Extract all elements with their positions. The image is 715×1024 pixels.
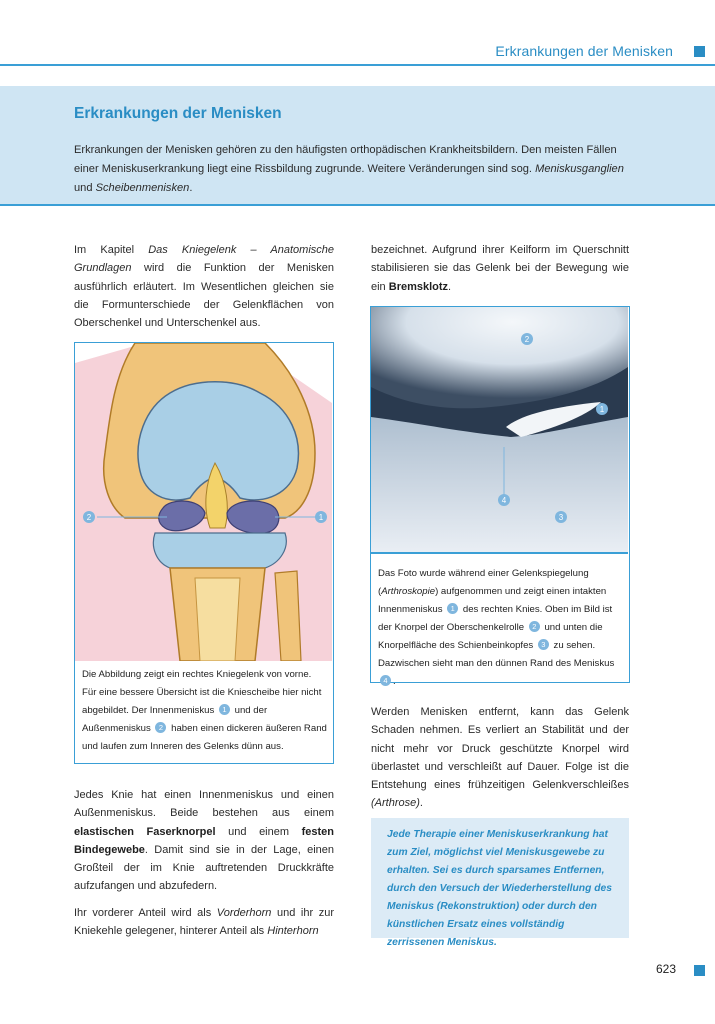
term-vorderhorn: Vorderhorn [216, 907, 272, 919]
term-arthrose: (Arthrose) [371, 797, 420, 810]
running-header-title: Erkrankungen der Menisken [495, 43, 673, 59]
text: und einem [215, 825, 302, 838]
page-number: 623 [655, 962, 676, 976]
caption-text: Das Foto wurde während einer Gelenkspiegelung ( [378, 568, 589, 597]
caption-text: haben einen dickeren äußeren Rand und laufen zum Inneren des Gelenks dünn aus. [82, 723, 327, 752]
header-square-marker [694, 46, 705, 57]
intro-text-3: . [189, 182, 193, 194]
left-paragraph-3 [74, 904, 334, 941]
arthroscopy-figure-caption [378, 565, 624, 691]
right-paragraph-2 [371, 703, 629, 813]
marker-label-1: 1 [599, 405, 605, 414]
figure-divider [371, 552, 628, 554]
term-arthroskopie: Arthroskopie [381, 586, 436, 597]
text: . [448, 280, 452, 293]
marker-label-1: 1 [318, 513, 324, 522]
marker-label-3: 3 [558, 513, 564, 522]
caption-text: ) aufgenommen und zeigt einen intakten Innenmeniskus [378, 586, 607, 615]
section-title: Erkrankungen der Menisken [74, 105, 282, 122]
intro-paragraph [74, 141, 634, 198]
caption-text: des rechten Knies. Oben im Bild ist der Knorpel der Oberschenkelrolle [378, 604, 613, 633]
intro-term-scheibenmenisken: Scheibenmenisken [95, 182, 190, 194]
text: Jedes Knie hat einen Innenmeniskus und einen Außenmeniskus. Beide bestehen aus einem [74, 789, 334, 820]
text: und ihr zur Kniekehle gelegener, hinterer Anteil als [74, 907, 334, 938]
arthroscopy-photo [371, 307, 628, 552]
text: Werden Menisken entfernt, kann das Gelenk Schaden nehmen. Es verliert an Stabilität und der nicht mehr vor Druck geschützte Knorpel wird überlastet und verschleißt auf Dauer. Folge ist die Entstehung eines frühzeitigen Gelenkverschleißes [371, 706, 629, 792]
intro-text-2: und [74, 182, 96, 194]
caption-text: Die Abbildung zeigt ein rechtes Kniegelenk von vorne. Für eine bessere Übersicht ist die Kniescheibe hier nicht abgebildet. Der Innenmeniskus [82, 669, 322, 716]
text: . [419, 797, 423, 810]
marker-label-2: 2 [86, 513, 92, 522]
footer-square-marker [694, 965, 705, 976]
text: wird die Funktion der Menisken ausführlich erläutert. Im Wesentlichen gleichen sie die Formunterschiede der Gelenkflächen von Oberschenkel und Unterschenkel aus. [74, 262, 334, 330]
term-hinterhorn: Hinterhorn [267, 925, 319, 938]
number-badge-2: 2 [155, 722, 166, 733]
right-paragraph-1 [371, 241, 629, 296]
number-badge-1: 1 [219, 704, 230, 715]
caption-text: . [393, 676, 396, 687]
caption-text: und der Außenmeniskus [82, 705, 268, 734]
number-badge-2: 2 [529, 621, 540, 632]
caption-text: zu sehen. Dazwischen sieht man den dünnen Rand des Meniskus [378, 640, 615, 669]
number-badge-4: 4 [380, 675, 391, 686]
term-bindegewebe: festen Bindegewebe [74, 825, 335, 856]
knee-illustration-figure [74, 342, 334, 764]
caption-text: und unten die Knorpelfläche des Schienbeinkopfes [378, 622, 603, 651]
knee-joint-illustration [75, 343, 332, 661]
intro-box [0, 86, 715, 206]
knee-figure-caption [82, 666, 327, 756]
chapter-reference: Das Kniegelenk – Anatomische Grundlagen [74, 244, 334, 275]
left-paragraph-1 [74, 241, 334, 332]
left-paragraph-2 [74, 786, 334, 896]
number-badge-1: 1 [447, 603, 458, 614]
key-message-box [371, 818, 629, 948]
header-rule [0, 64, 715, 66]
key-message-text: Jede Therapie einer Meniskuserkrankung hat zum Ziel, möglichst viel Meniskusgewebe zu erhalten. Sei es durch sparsames Entfernen, durch den Versuch der Wiederherstellung des Meniskus (Rekonstruktion) oder durch den künstlichen Ersatz eines vollständig zerrissenen Meniskus. [387, 829, 612, 948]
number-badge-3: 3 [538, 639, 549, 650]
intro-text-1: Erkrankungen der Menisken gehören zu den häufigsten orthopädischen Krankheitsbildern. Den meisten Fällen einer Meniskuserkrankung liegt eine Rissbildung zugrunde. Weitere Veränderungen sind sog. [74, 144, 617, 175]
text: bezeichnet. Aufgrund ihrer Keilform im Querschnitt stabilisieren sie das Gelenk bei der Bewegung wie ein [371, 244, 629, 293]
term-bremsklotz: Bremsklotz [388, 280, 449, 293]
intro-term-meniskusganglien: Meniskusganglien [535, 163, 624, 175]
marker-label-4: 4 [501, 496, 507, 505]
arthroscopy-figure [370, 306, 630, 687]
term-faserknorpel: elastischen Faserknorpel [74, 825, 216, 838]
text: Im Kapitel [74, 244, 149, 256]
text: . Damit sind sie in der Lage, einen Großteil der im Knie auftretenden Druckkräfte aufzufangen und abzufedern. [74, 843, 334, 893]
text: Ihr vorderer Anteil wird als [74, 907, 217, 919]
marker-label-2: 2 [524, 335, 530, 344]
